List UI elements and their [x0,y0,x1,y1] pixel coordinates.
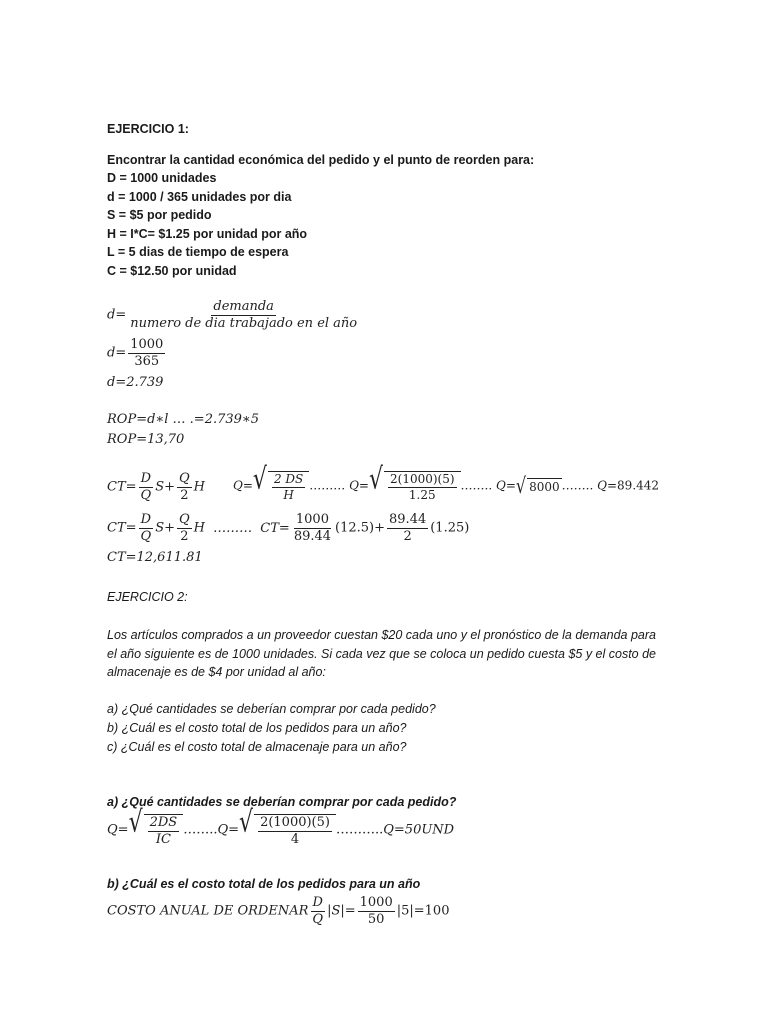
answer-b-heading: b) ¿Cuál es el costo total de los pedidos para un año [107,877,421,891]
ct2-q-den: 2 [180,528,189,544]
question-c: c) ¿Cuál es el costo total de almacenaje para un año? [107,740,407,754]
a-eq-lhs-2: Q= [217,822,240,838]
problem-line-1: Los artículos comprados a un proveedor cuestan $20 cada uno y el pronóstico de la demanda para [107,628,656,642]
ct-q-num: Q [179,471,190,486]
eoq-lhs-2: Q= [349,478,369,493]
b-eq-label: COSTO ANUAL DE ORDENAR [107,903,309,919]
given-d: d = 1000 / 365 unidades por dia [107,190,292,204]
answer-a-equation [107,805,455,847]
ct-q-den: 2 [180,487,189,503]
ct2-s-term: S+ [155,520,175,536]
given-C: C = $12.50 por unidad [107,264,237,278]
ct2-mid-term: (12.5)+ [335,520,386,536]
given-L: L = 5 dias de tiempo de espera [107,245,289,259]
ct-formula-row-2 [107,513,469,543]
ct2-a-num: 1000 [295,512,329,527]
given-D: D = 1000 unidades [107,171,217,185]
given-H: H = I*C= $1.25 por unidad por año [107,227,308,241]
ct2-a-den: 89.44 [293,528,332,544]
eoq-lhs-4: Q= [597,478,618,493]
eoq-sqrt-1-den: H [283,487,294,502]
a-eq-sqrt-2-fraction [258,816,332,846]
eoq-dots-3: …….. [561,478,594,493]
eoq-sqrt-3-radicand: 8000 [529,480,560,495]
ct2-q-over-2 [177,513,192,543]
eoq-sqrt-3: √ 8000 [515,472,560,499]
d-subst-numerator: 1000 [130,337,164,352]
a-eq-lhs: Q= [107,822,129,838]
ct-lhs: CT= [107,479,137,495]
eoq-lhs-3: Q= [496,478,516,493]
ct-d-over-q [139,472,154,502]
d-formula-fraction [128,300,359,330]
eoq-sqrt-2-fraction [388,473,457,501]
ct2-dots: ……… [213,520,253,536]
b-eq-d-over-q [310,896,325,926]
ct2-subst-lhs: CT= [260,520,290,536]
b-eq-f-num: D [312,895,323,910]
eoq-sqrt-1: √ $\frac{2 DS}{H}$ [253,471,309,501]
a-eq-dots-2: ……….. [335,822,384,838]
ct2-h-term: H [193,520,206,536]
b-eq-g-num: 1000 [359,895,393,910]
d-formula-denominator: numero de dia trabajado en el año [130,315,358,331]
problem-line-3: almacenaje es de $4 por unidad al año: [107,665,326,679]
d-substitution [107,338,167,368]
ct2-subst-fraction-a [292,513,333,543]
a-eq-dots-1: …….. [183,822,218,838]
eoq-formula-row [233,463,660,502]
ct2-subst-fraction-b [387,513,428,543]
ct-d-num: D [140,471,152,486]
exercise-2-title: EJERCICIO 2: [107,590,188,604]
a-eq-sqrt-1-fraction [148,816,180,846]
question-b: b) ¿Cuál es el costo total de los pedidos para un año? [107,721,407,735]
question-a: a) ¿Qué cantidades se deberían comprar por cada pedido? [107,702,436,716]
a-eq-r2-num: 2(1000)(5) [260,815,330,830]
a-eq-sqrt-2: √ $\frac{2(1000)(5)}{4}$ [239,814,336,846]
ct-h-term: H [193,479,206,495]
a-eq-r2-den: 4 [290,831,300,847]
ct2-d-over-q [139,513,154,543]
d-formula-numerator: demanda [213,299,274,314]
eoq-dots-1: ……… [309,478,346,493]
a-eq-sqrt-1: √ $\frac{2DS}{IC}$ [129,814,184,846]
ct-d-den: Q [140,487,152,503]
a-eq-result: Q=50 [383,822,422,838]
d-subst-fraction [128,338,165,368]
eoq-sqrt-1-num: 2 DS [273,472,304,486]
problem-line-2: el año siguiente es de 1000 unidades. Si cada vez que se coloca un pedido cuesta $5 y el costo de [107,647,656,661]
eoq-sqrt-2-num: 2(1000)(5) [390,472,455,486]
rop-formula: ROP=d∗l … .=2.739∗5 [107,412,260,427]
a-eq-r1-den: IC [155,831,171,847]
exercise-1-intro: Encontrar la cantidad económica del pedido y el punto de reorden para: [107,153,535,167]
eoq-dots-2: …….. [460,478,493,493]
b-eq-f-den: Q [312,911,324,927]
a-eq-unit: UND [421,822,455,838]
d-formula [107,300,361,330]
eoq-result: 89.442 [617,478,660,493]
ct-formula-row-1 [107,472,205,502]
ct2-d-den: Q [140,528,152,544]
b-eq-result: |5|=100 [396,903,450,919]
b-eq-s-term: |S|= [327,903,356,919]
given-S: S = $5 por pedido [107,208,212,222]
eoq-lhs: Q= [233,478,253,493]
b-eq-g-den: 50 [367,911,385,927]
d-subst-lhs: d= [107,345,127,361]
rop-result: ROP=13,70 [107,432,185,447]
eoq-sqrt-2-den: 1.25 [408,487,436,502]
ct2-lhs: CT= [107,520,137,536]
answer-a-heading: a) ¿Qué cantidades se deberían comprar por cada pedido? [107,795,457,809]
ct-s-term: S+ [155,479,175,495]
ct-result: CT=12,611.81 [107,550,203,565]
ct-q-over-2 [177,472,192,502]
ct2-b-den: 2 [403,528,412,544]
ct2-q-num: Q [179,512,190,527]
eoq-sqrt-2: √ $\frac{2(1000)(5)}{1.25}$ [369,471,461,501]
a-eq-r1-num: 2DS [149,815,178,830]
ct2-d-num: D [140,512,152,527]
ct2-end-term: (1.25) [430,520,470,536]
answer-b-equation [107,896,449,926]
d-result: d=2.739 [107,375,164,390]
b-eq-subst-fraction [358,896,395,926]
eoq-sqrt-1-fraction [272,473,305,501]
ct2-b-num: 89.44 [389,512,427,527]
d-subst-denominator: 365 [134,353,160,369]
exercise-1-title: EJERCICIO 1: [107,122,189,136]
d-formula-lhs: d= [107,307,127,323]
